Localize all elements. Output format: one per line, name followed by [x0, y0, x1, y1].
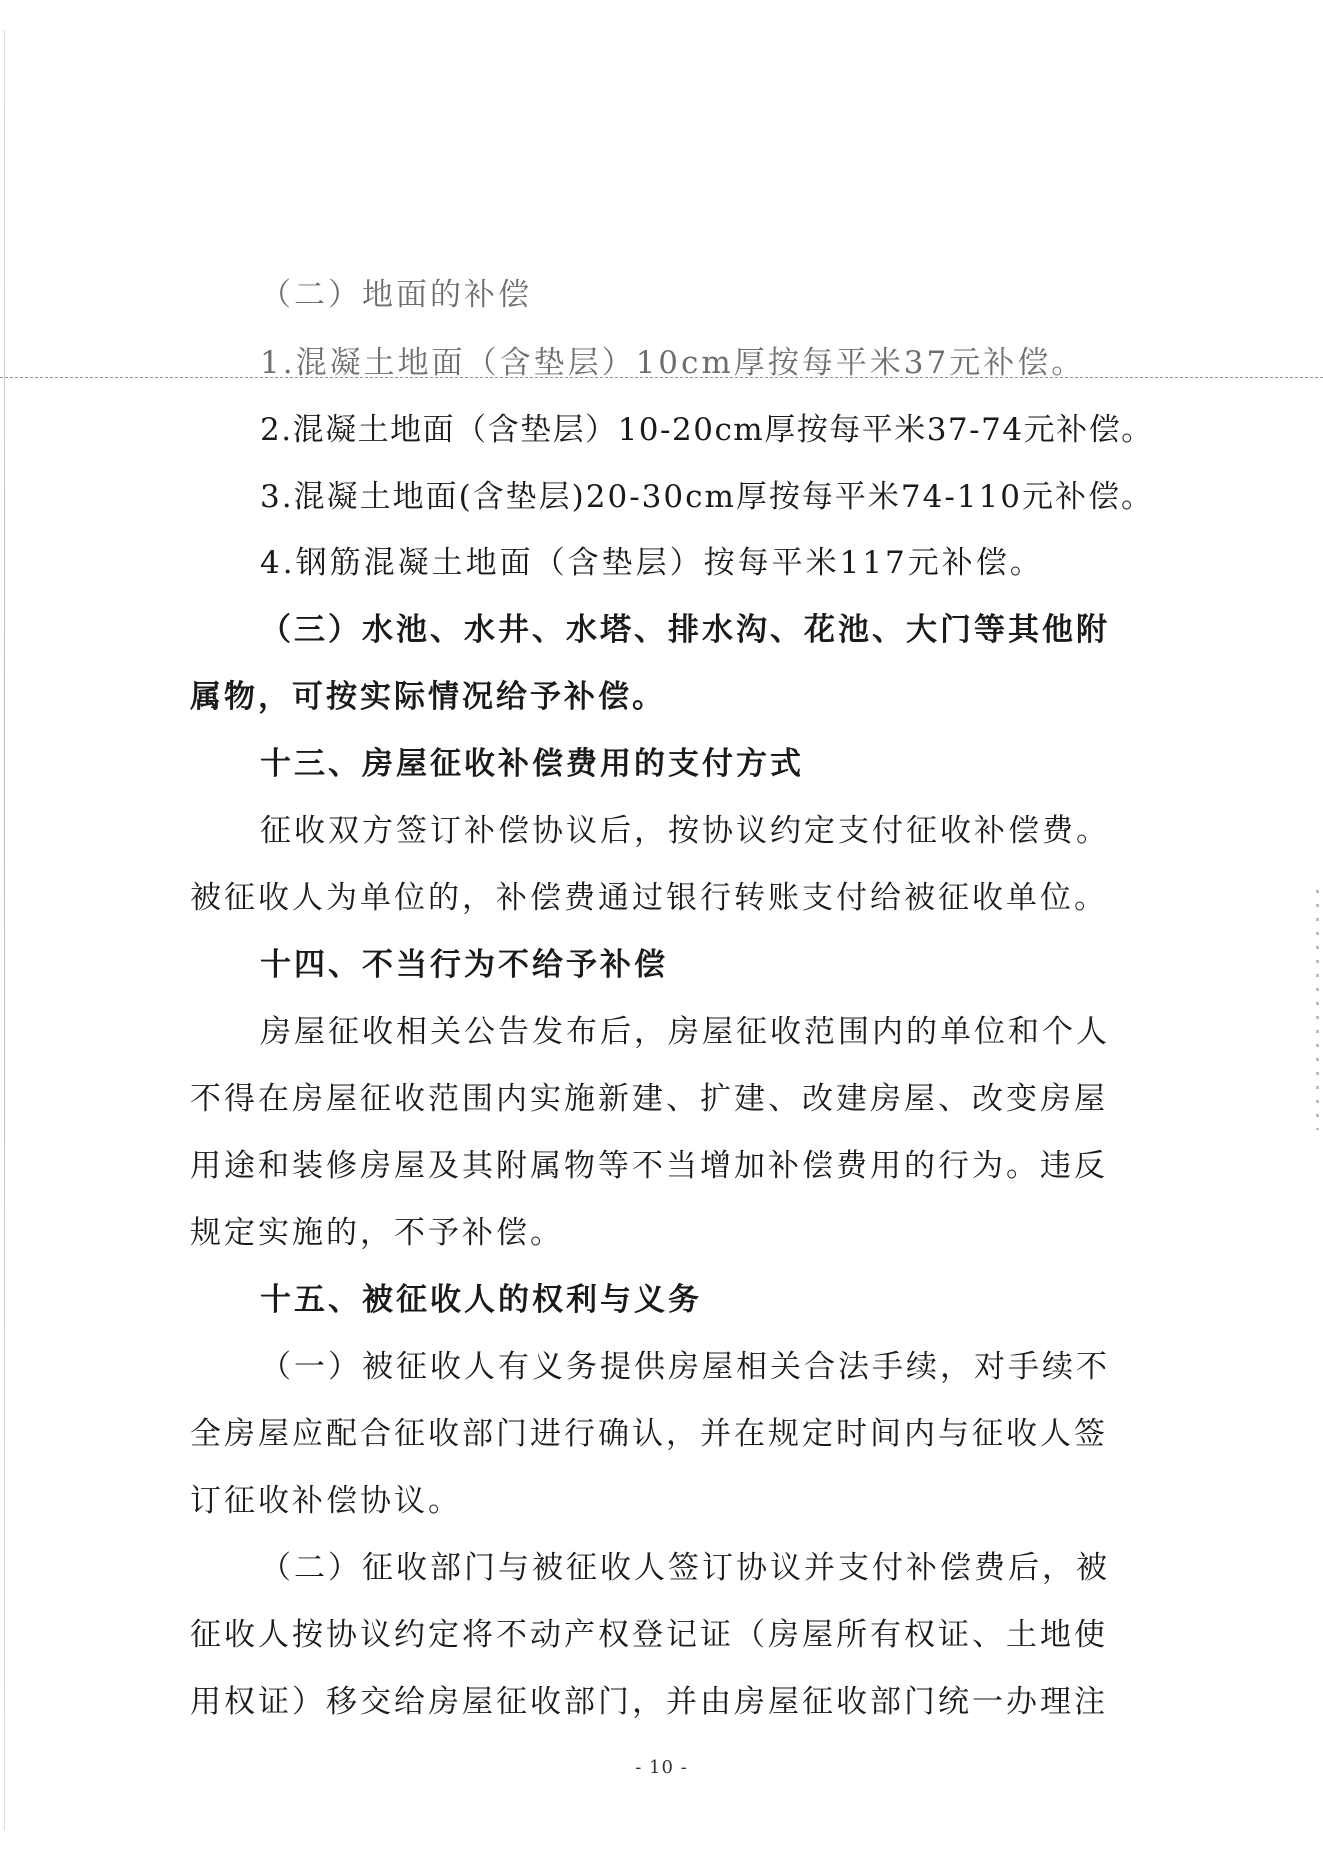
paragraph-line: 4.钢筋混凝土地面（含垫层）按每平米117元补偿。: [260, 545, 1044, 581]
paragraph-line: 征收双方签订补偿协议后，按协议约定支付征收补偿费。: [260, 813, 1110, 849]
paragraph-line: 被征收人为单位的，补偿费通过银行转账支付给被征收单位。: [190, 880, 1108, 916]
paragraph-line: 订征收补偿协议。: [190, 1483, 462, 1519]
page-number: - 10 -: [635, 1757, 688, 1778]
section-heading-15: 十五、被征收人的权利与义务: [260, 1282, 702, 1318]
section-heading-14: 十四、不当行为不给予补偿: [260, 947, 668, 983]
paragraph-line: 全房屋应配合征收部门进行确认，并在规定时间内与征收人签: [190, 1416, 1108, 1452]
paragraph-line: 3.混凝土地面(含垫层)20-30cm厚按每平米74-110元补偿。: [260, 479, 1154, 515]
scan-noise-marks: [1316, 890, 1319, 1130]
paragraph-line: （一）被征收人有义务提供房屋相关合法手续，对手续不: [260, 1349, 1110, 1385]
scan-edge-line: [4, 30, 5, 1830]
section-heading-13: 十三、房屋征收补偿费用的支付方式: [260, 746, 804, 782]
paragraph-line: 征收人按协议约定将不动产权登记证（房屋所有权证、土地使: [190, 1617, 1108, 1653]
paragraph-line: （二）征收部门与被征收人签订协议并支付补偿费后，被: [260, 1550, 1110, 1586]
paragraph-line: 1.混凝土地面（含垫层）10cm厚按每平米37元补偿。: [260, 345, 1086, 381]
subsection-heading-other-attachments: （三）水池、水井、水塔、排水沟、花池、大门等其他附: [260, 612, 1110, 648]
paragraph-line: 属物，可按实际情况给予补偿。: [190, 679, 666, 715]
paragraph-line: 用权证）移交给房屋征收部门，并由房屋征收部门统一办理注: [190, 1684, 1108, 1720]
paragraph-line: 不得在房屋征收范围内实施新建、扩建、改建房屋、改变房屋: [190, 1081, 1108, 1117]
paragraph-line: 2.混凝土地面（含垫层）10-20cm厚按每平米37-74元补偿。: [260, 412, 1154, 448]
paragraph-line: 规定实施的，不予补偿。: [190, 1215, 564, 1251]
paragraph-line: 房屋征收相关公告发布后，房屋征收范围内的单位和个人: [260, 1014, 1110, 1050]
paragraph-line: 用途和装修房屋及其附属物等不当增加补偿费用的行为。违反: [190, 1148, 1108, 1184]
subsection-heading-floor-compensation: （二）地面的补偿: [260, 277, 532, 313]
